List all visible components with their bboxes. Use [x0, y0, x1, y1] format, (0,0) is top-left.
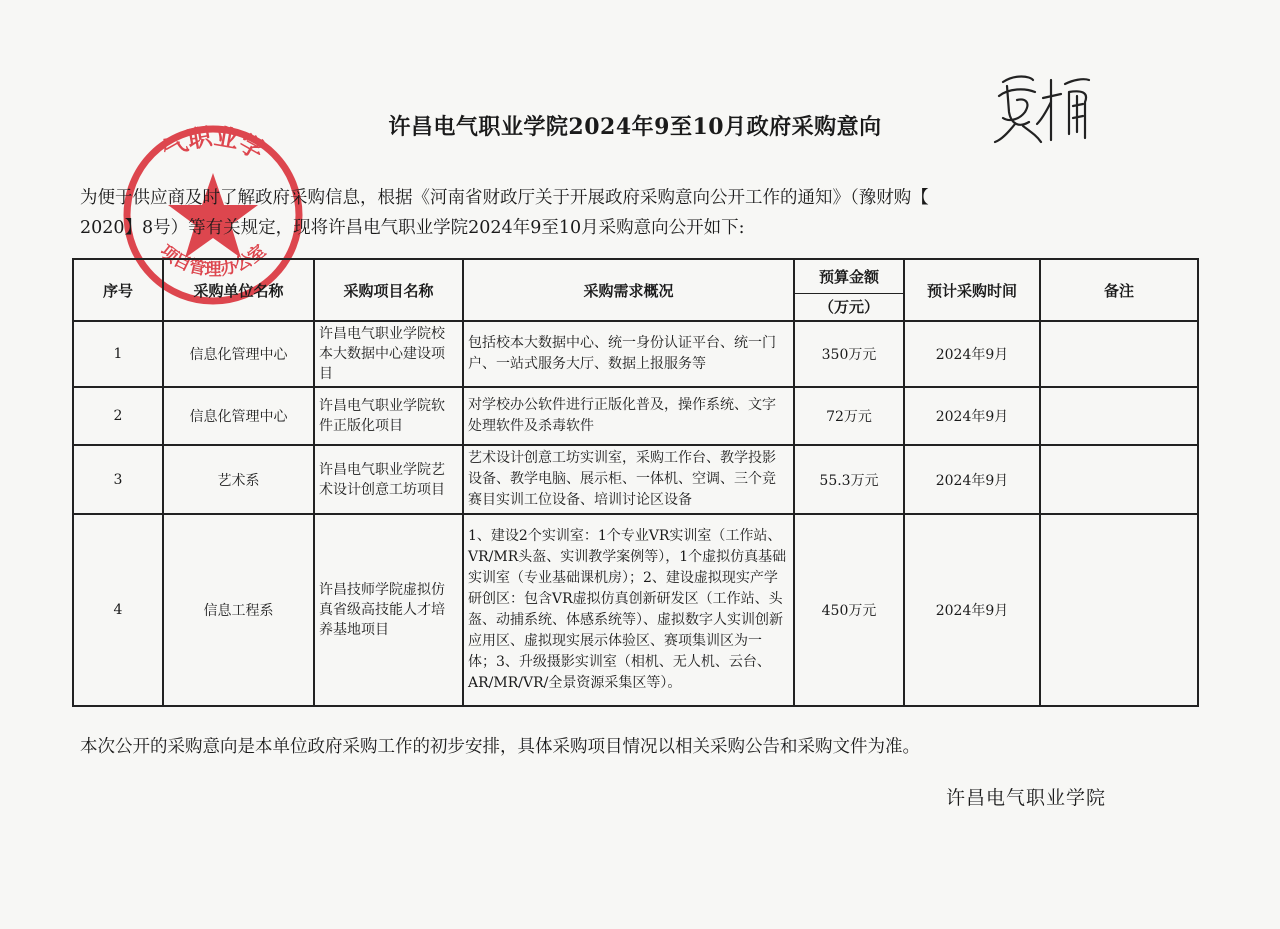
cell-budget: 72万元 [794, 387, 904, 445]
footer-note: 本次公开的采购意向是本单位政府采购工作的初步安排，具体采购项目情况以相关采购公告和采购文件为准。 [80, 737, 920, 757]
cell-project: 许昌电气职业学院校本大数据中心建设项目 [314, 321, 463, 387]
cell-summary: 艺术设计创意工坊实训室，采购工作台、教学投影设备、教学电脑、展示柜、一体机、空调、三个竞赛目实训工位设备、培训讨论区设备 [463, 445, 794, 514]
cell-remark [1040, 514, 1198, 706]
document-title: 许昌电气职业学院2024年9至10月政府采购意向 [388, 114, 882, 140]
header-time: 预计采购时间 [904, 259, 1040, 321]
cell-seq: 4 [73, 514, 163, 706]
cell-remark [1040, 387, 1198, 445]
cell-summary: 1、建设2个实训室：1个专业VR实训室（工作站、VR/MR头盔、实训教学案例等），1个虚拟仿真基础实训室（专业基础课机房）；2、建设虚拟现实产学研创区：包含VR虚拟仿真创新研发区（工作站、头盔、动捕系统、体感系统等）、虚拟数字人实训创新应用区、虚拟现实展示体验区、赛项集训区为一体；3、升级摄影实训室（相机、无人机、云台、AR/MR/VR/全景资源采集区等）。 [463, 514, 794, 706]
cell-unit: 信息化管理中心 [163, 387, 314, 445]
header-budget-unit: （万元） [794, 293, 904, 321]
cell-time: 2024年9月 [904, 387, 1040, 445]
cell-budget: 350万元 [794, 321, 904, 387]
cell-summary: 对学校办公软件进行正版化普及，操作系统、文字处理软件及杀毒软件 [463, 387, 794, 445]
cell-project: 许昌电气职业学院软件正版化项目 [314, 387, 463, 445]
cell-remark [1040, 321, 1198, 387]
header-seq: 序号 [73, 259, 163, 321]
header-budget: 预算金额 [794, 259, 904, 293]
procurement-table [72, 258, 1199, 707]
intro-line-2: 2020】8号）等有关规定，现将许昌电气职业学院2024年9至10月采购意向公开如下: [80, 218, 745, 238]
cell-project: 许昌电气职业学院艺术设计创意工坊项目 [314, 445, 463, 514]
cell-time: 2024年9月 [904, 445, 1040, 514]
cell-seq: 1 [73, 321, 163, 387]
cell-budget: 450万元 [794, 514, 904, 706]
cell-project: 许昌技师学院虚拟仿真省级高技能人才培养基地项目 [314, 514, 463, 706]
cell-unit: 信息化管理中心 [163, 321, 314, 387]
header-project: 采购项目名称 [314, 259, 463, 321]
footer-organization: 许昌电气职业学院 [946, 787, 1107, 809]
header-unit: 采购单位名称 [163, 259, 314, 321]
stamp-text-bottom: 项目管理办公室 [155, 241, 271, 280]
intro-line-1: 为便于供应商及时了解政府采购信息，根据《河南省财政厅关于开展政府采购意向公开工作的通知》（豫财购【 [80, 188, 929, 208]
stamp-text-top: 气职业学 [157, 122, 269, 166]
cell-seq: 2 [73, 387, 163, 445]
table-header-row [73, 259, 1198, 293]
header-summary: 采购需求概况 [463, 259, 794, 321]
table-row [73, 445, 1198, 514]
intro-paragraph [80, 183, 1200, 243]
cell-seq: 3 [73, 445, 163, 514]
cell-unit: 信息工程系 [163, 514, 314, 706]
cell-remark [1040, 445, 1198, 514]
table-row [73, 387, 1198, 445]
cell-budget: 55.3万元 [794, 445, 904, 514]
handwritten-signature [985, 62, 1105, 152]
table-row [73, 514, 1198, 706]
cell-time: 2024年9月 [904, 321, 1040, 387]
cell-summary: 包括校本大数据中心、统一身份认证平台、统一门户、一站式服务大厅、数据上报服务等 [463, 321, 794, 387]
header-remark: 备注 [1040, 259, 1198, 321]
cell-time: 2024年9月 [904, 514, 1040, 706]
table-row [73, 321, 1198, 387]
cell-unit: 艺术系 [163, 445, 314, 514]
